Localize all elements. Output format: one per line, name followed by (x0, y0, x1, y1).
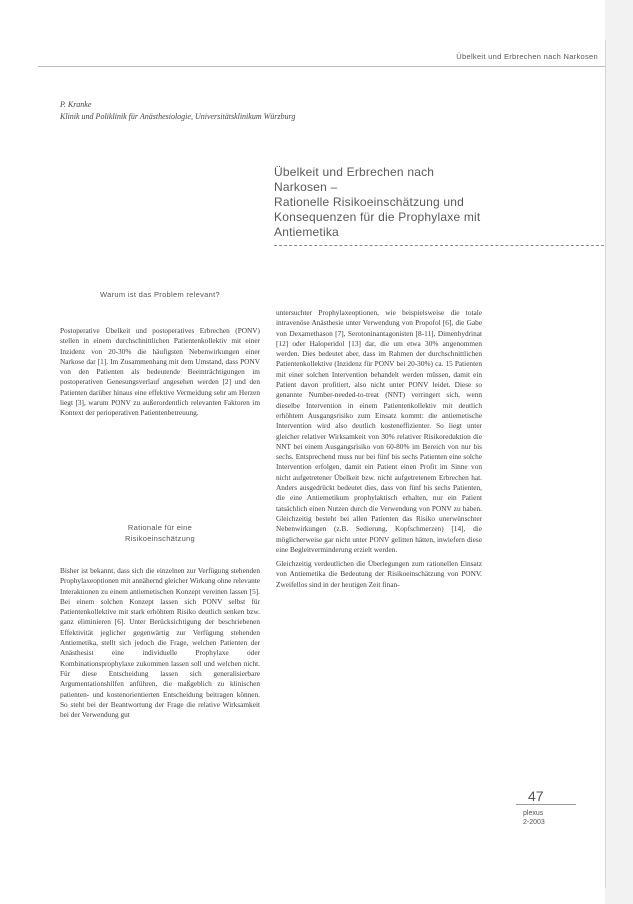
journal-name: plexus (523, 810, 544, 817)
left-column-text-2 (60, 566, 260, 724)
scan-background (605, 0, 633, 904)
page-number-rule (516, 804, 576, 805)
title-line: Narkosen – (274, 180, 338, 194)
title-line: Rationelle Risikoeinschätzung und (274, 195, 465, 209)
title-rule (274, 245, 604, 246)
left-column-text-1 (60, 326, 260, 423)
affiliation: Klinik und Poliklinik für Anästhesiologie, Universitätsklinikum Würzburg (60, 112, 296, 121)
page-number: 47 (528, 788, 544, 804)
heading-line: Rationale für eine (127, 523, 193, 532)
title-line: Übelkeit und Erbrechen nach (274, 165, 435, 179)
paragraph: Postoperative Übelkeit und postoperatives Erbrechen (PONV) stellen in einem durchschnittlichen Patientenkollektiv mit einer Inzidenz von 20-30% die häufigsten Nebenwirkungen einer Narkose dar [1]. Im Zusammenhang mit dem Umstand, dass PONV von den Patienten als bedeutende Beeinträchtigungen im postoperativen Genesungsverlauf angesehen werden [2] und den Patienten darüber hinaus eine effektive Vermeidung sehr am Herzen liegt [3], warum PONV zu außerordentlich relevanten Faktoren im Kontext der perioperativen Patientenbetreuung. (60, 326, 260, 418)
title-line: Konsequenzen für die Prophylaxe mit (274, 210, 481, 224)
issue-number: 2-2003 (523, 819, 545, 826)
header-rule (38, 66, 605, 67)
running-head: Übelkeit und Erbrechen nach Narkosen (456, 52, 598, 61)
paragraph: untersuchter Prophylaxeoptionen, wie beispielsweise die totale intravenöse Anästhesie unter Verwendung von Propofol [6], die Gabe von Dexamethason [7], Serotoninantagonisten [8-11], Dimenhydrinat [12] oder Haloperidol [13] dar, die um etwa 30% angenommen werden. Dies bedeutet aber, dass im Rahmen der durchschnittlichen Patientenkollektive (Inzidenz für PONV bei 20-30%) ca. 15 Patienten mit einer solchen Intervention behandelt werden müssen, damit ein Patient davon profitiert, also nicht unter PONV leidet. Diese so genannte Number-needed-to-treat (NNT) verringert sich, wenn dieselbe Intervention in einem Patientenkollektiv mit deutlich erhöhtem Ausgangsrisiko zum Einsatz kommt: die antiemetische Intervention wird also deutlich kosteneffizienter. So liegt unter gleicher relativer Wirksamkeit von 30% relativer Risikoreduktion die NNT bei einem Ausgangsrisiko von 60-80% im Bereich von nur bis sechs. Entsprechend muss nur bei fünf bis sechs Patienten eine solche Intervention erfolgen, damit ein Patient einen Profit im Sinne von nicht aufgetretener Übelkeit bzw. nicht aufgetretenem Erbrechen hat. Anders ausgedrückt bedeutet dies, dass von fünf bis sechs Patienten, die eine Antiemetikum prophylaktisch erhalten, nur ein Patient tatsächlich einen Nutzen durch die Verwendung von PONV zu haben. Gleichzeitig besteht bei allen Patienten das Risiko unerwünschter Nebenwirkungen (z.B. Sedierung, Kopfschmerzen) [14], die möglicherweise gar nicht unter PONV gelitten hätten, inwiefern diese eine Begleitverminderung erzielt werden. (276, 308, 482, 554)
heading-line: Risikoeinschätzung (124, 534, 196, 543)
section-heading-relevance: Warum ist das Problem relevant? (100, 290, 220, 299)
journal-page (38, 40, 606, 888)
right-column-text (276, 308, 482, 594)
paragraph: Bisher ist bekannt, dass sich die einzelnen zur Verfügung stehenden Prophylaxeoptionen mit annähernd gleicher Wirkung ohne relevante Interaktionen zu einem antiemetischen Konzept vereinen lassen [5]. Bei einem solchen Konzept lassen sich PONV selbst für Patientenkollektive mit stark erhöhtem Risiko deutlich senken bzw. ganz eliminieren [6]. Unter Berücksichtigung der beschriebenen Effektivität jeglicher gegenwärtig zur Verfügung stehenden Antiemetika, stellt sich jedoch die Frage, welchen Patienten der Anästhesist eine individuelle Prophylaxe oder Kombinationsprophylaxe zukommen lassen soll und welchen nicht. Für diese Entscheidung lassen sich generalisierbare Argumentationshilfen anführen, die maßgeblich zu klinischen patienten- und kostenorientierten Entscheidung beitragen können. So steht bei der Beantwortung der Frage die relative Wirksamkeit bei der Verwendung gut (60, 566, 260, 720)
section-heading-rationale (60, 522, 260, 544)
paragraph: Gleichzeitig verdeutlichen die Überlegungen zum rationellen Einsatz von Antiemetika die Bedeutung der Risikoeinschätzung von PONV. Zweifellos sind in der heutigen Zeit finan- (276, 559, 482, 589)
article-title (274, 165, 594, 240)
author: P. Kranke (60, 100, 92, 109)
title-line: Antiemetika (274, 225, 339, 239)
